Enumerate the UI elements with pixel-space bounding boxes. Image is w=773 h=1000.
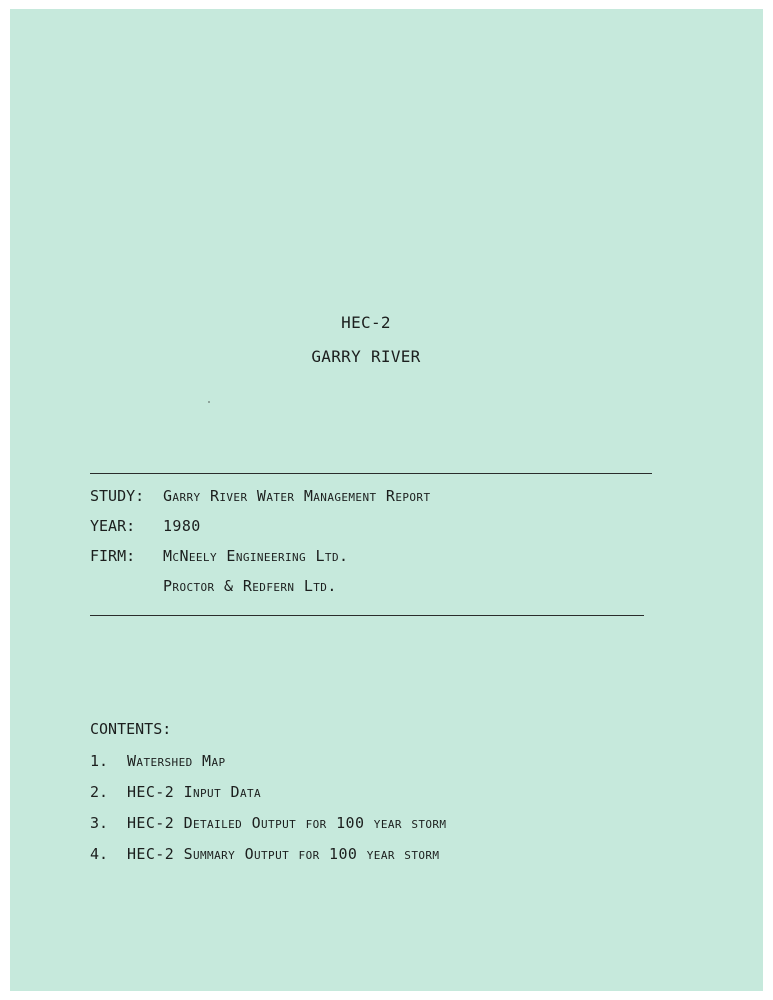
study-info [90,485,430,605]
firm-row [90,545,430,575]
contents-item-text: HEC-2 Detailed Output for 100 year storm [127,814,447,832]
firm-label-spacer [90,575,163,605]
study-row [90,485,430,515]
report-cover-page [10,9,763,991]
contents-item [90,781,446,812]
firm-value-1: McNeely Engineering Ltd. [163,547,349,565]
contents-item-number: 4. [90,845,109,863]
contents-item [90,843,446,874]
contents-item-text: HEC-2 Summary Output for 100 year storm [127,845,440,863]
bottom-divider [90,615,644,616]
contents-item-text: HEC-2 Input Data [127,783,262,801]
contents-item [90,812,446,843]
contents-item-text: Watershed Map [127,752,226,770]
contents-item-number: 3. [90,814,109,832]
firm-value-2: Proctor & Redfern Ltd. [163,577,337,595]
firm-label: FIRM: [90,547,136,565]
paper-speck [208,401,210,403]
contents-section [90,718,446,874]
study-value: Garry River Water Management Report [163,487,431,505]
year-row [90,515,430,545]
study-label: STUDY: [90,487,145,505]
top-divider [90,473,652,474]
contents-item-number: 1. [90,752,109,770]
contents-item-number: 2. [90,783,109,801]
year-value: 1980 [163,517,201,535]
firm-row-2 [90,575,430,605]
contents-item [90,750,446,781]
title-block [10,311,722,379]
report-title: HEC-2 [341,313,391,332]
year-label: YEAR: [90,517,136,535]
river-name: GARRY RIVER [311,347,421,366]
contents-heading: CONTENTS: [90,720,172,738]
